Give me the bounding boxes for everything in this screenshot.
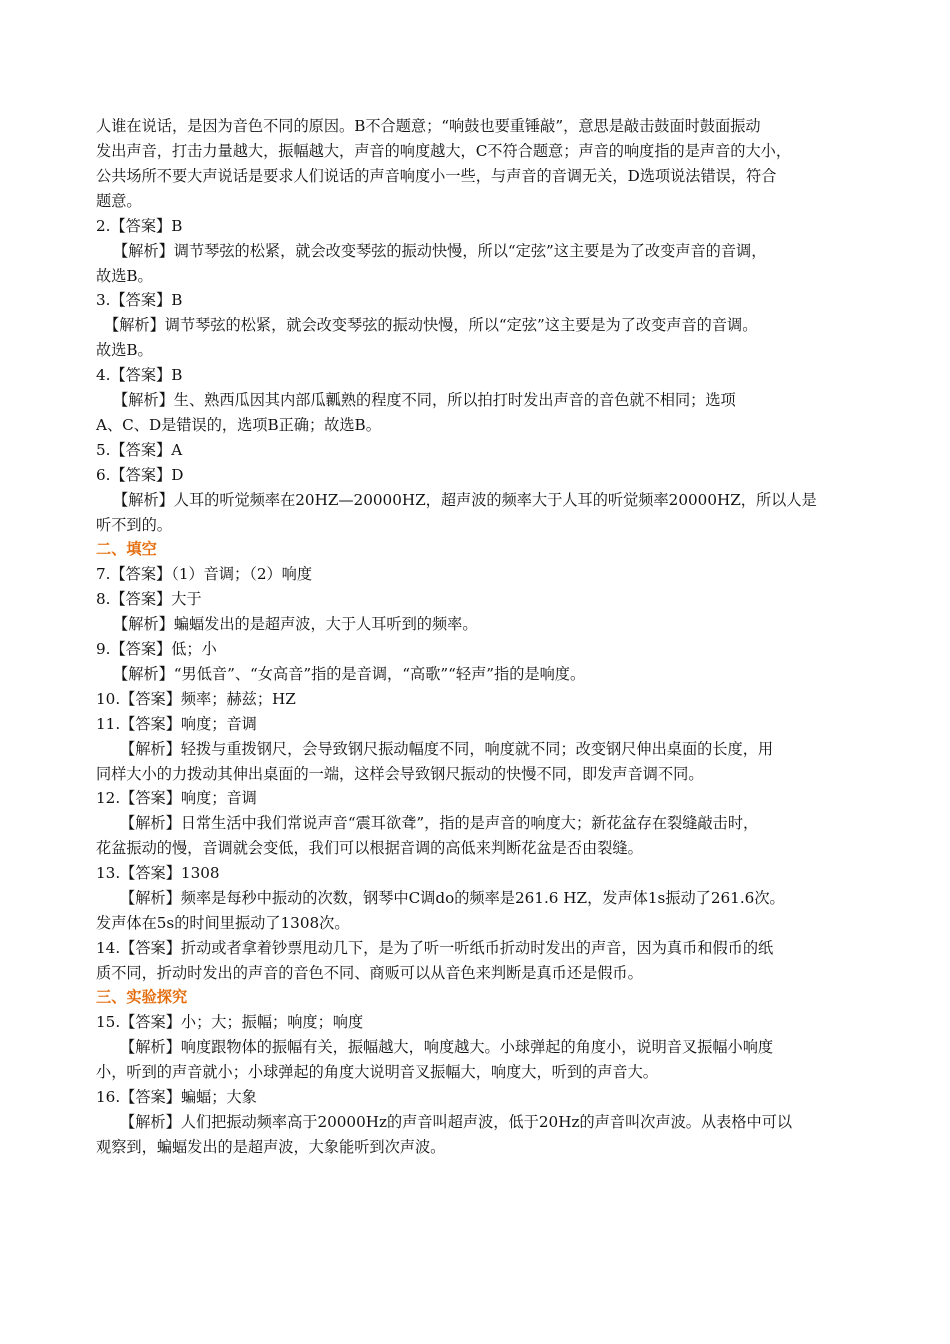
text-line: 5.【答案】A — [96, 441, 183, 459]
text-line: 【解析】“男低音”、“女高音”指的是音调，“高歌”“轻声”指的是响度。 — [113, 665, 586, 683]
text-line: 质不同，折动时发出的声音的音色不同、商贩可以从音色来判断是真币还是假币。 — [96, 964, 643, 982]
text-line: 【解析】调节琴弦的松紧，就会改变琴弦的振动快慢，所以“定弦”这主要是为了改变声音的音调。 — [104, 316, 758, 334]
text-line: 13.【答案】1308 — [96, 864, 220, 882]
text-line: 【解析】生、熟西瓜因其内部瓜瓤熟的程度不同，所以拍打时发出声音的音色就不相同；选项 — [113, 391, 736, 409]
text-line: 故选B。 — [96, 267, 153, 285]
section-heading: 二、填空 — [96, 540, 157, 558]
text-line: 听不到的。 — [96, 516, 172, 534]
text-line: 【解析】人们把振动频率高于20000Hz的声音叫超声波，低于20Hz的声音叫次声波。从表格中可以 — [120, 1113, 793, 1131]
text-line: 9.【答案】低；小 — [96, 640, 217, 658]
text-line: 观察到，蝙蝠发出的是超声波，大象能听到次声波。 — [96, 1138, 446, 1156]
text-line: 7.【答案】（1）音调；（2）响度 — [96, 565, 313, 583]
text-line: 6.【答案】D — [96, 466, 184, 484]
text-line: 花盆振动的慢，音调就会变低，我们可以根据音调的高低来判断花盆是否由裂缝。 — [96, 839, 643, 857]
text-line: 【解析】频率是每秒中振动的次数，钢琴中C调do的频率是261.6 HZ，发声体1s振动了261.6次。 — [120, 889, 785, 907]
text-line: 12.【答案】响度；音调 — [96, 789, 257, 807]
text-line: 同样大小的力拨动其伸出桌面的一端，这样会导致钢尺振动的快慢不同，即发声音调不同。 — [96, 765, 704, 783]
text-line: A、C、D是错误的，选项B正确；故选B。 — [96, 416, 381, 434]
text-line: 11.【答案】响度；音调 — [96, 715, 257, 733]
text-line: 2.【答案】B — [96, 217, 183, 235]
text-line: 题意。 — [96, 192, 142, 210]
text-line: 16.【答案】蝙蝠；大象 — [96, 1088, 257, 1106]
text-line: 【解析】响度跟物体的振幅有关，振幅越大，响度越大。小球弹起的角度小，说明音叉振幅小响度 — [120, 1038, 774, 1056]
text-line: 故选B。 — [96, 341, 153, 359]
text-line: 8.【答案】大于 — [96, 590, 202, 608]
text-line: 公共场所不要大声说话是要求人们说话的声音响度小一些，与声音的音调无关，D选项说法错误，符合 — [96, 167, 777, 185]
text-line: 3.【答案】B — [96, 291, 183, 309]
text-line: 发出声音，打击力量越大，振幅越大，声音的响度越大，C不符合题意；声音的响度指的是声音的大小， — [96, 142, 792, 160]
text-line: 4.【答案】B — [96, 366, 183, 384]
section-heading: 三、实验探究 — [96, 988, 188, 1006]
text-line: 【解析】人耳的听觉频率在20HZ—20000HZ，超声波的频率大于人耳的听觉频率20000HZ，所以人是 — [113, 491, 817, 509]
text-line: 小，听到的声音就小；小球弹起的角度大说明音叉振幅大，响度大，听到的声音大。 — [96, 1063, 658, 1081]
text-line: 【解析】轻拨与重拨钢尺，会导致钢尺振动幅度不同，响度就不同；改变钢尺伸出桌面的长度，用 — [120, 740, 774, 758]
text-line: 【解析】日常生活中我们常说声音“震耳欲聋”，指的是声音的响度大；新花盆存在裂缝敲击时， — [120, 814, 759, 832]
text-line: 【解析】蝙蝠发出的是超声波，大于人耳听到的频率。 — [113, 615, 478, 633]
text-line: 发声体在5s的时间里振动了1308次。 — [96, 914, 350, 932]
text-line: 15.【答案】小；大；振幅；响度；响度 — [96, 1013, 364, 1031]
text-line: 10.【答案】频率；赫兹；HZ — [96, 690, 296, 708]
text-line: 【解析】调节琴弦的松紧，就会改变琴弦的振动快慢，所以“定弦”这主要是为了改变声音的音调， — [113, 242, 767, 260]
text-line: 人谁在说话，是因为音色不同的原因。B不合题意；“响鼓也要重锤敲”，意思是敲击鼓面时鼓面振动 — [96, 117, 761, 135]
text-line: 14.【答案】折动或者拿着钞票甩动几下，是为了听一听纸币折动时发出的声音，因为真币和假币的纸 — [96, 939, 774, 957]
